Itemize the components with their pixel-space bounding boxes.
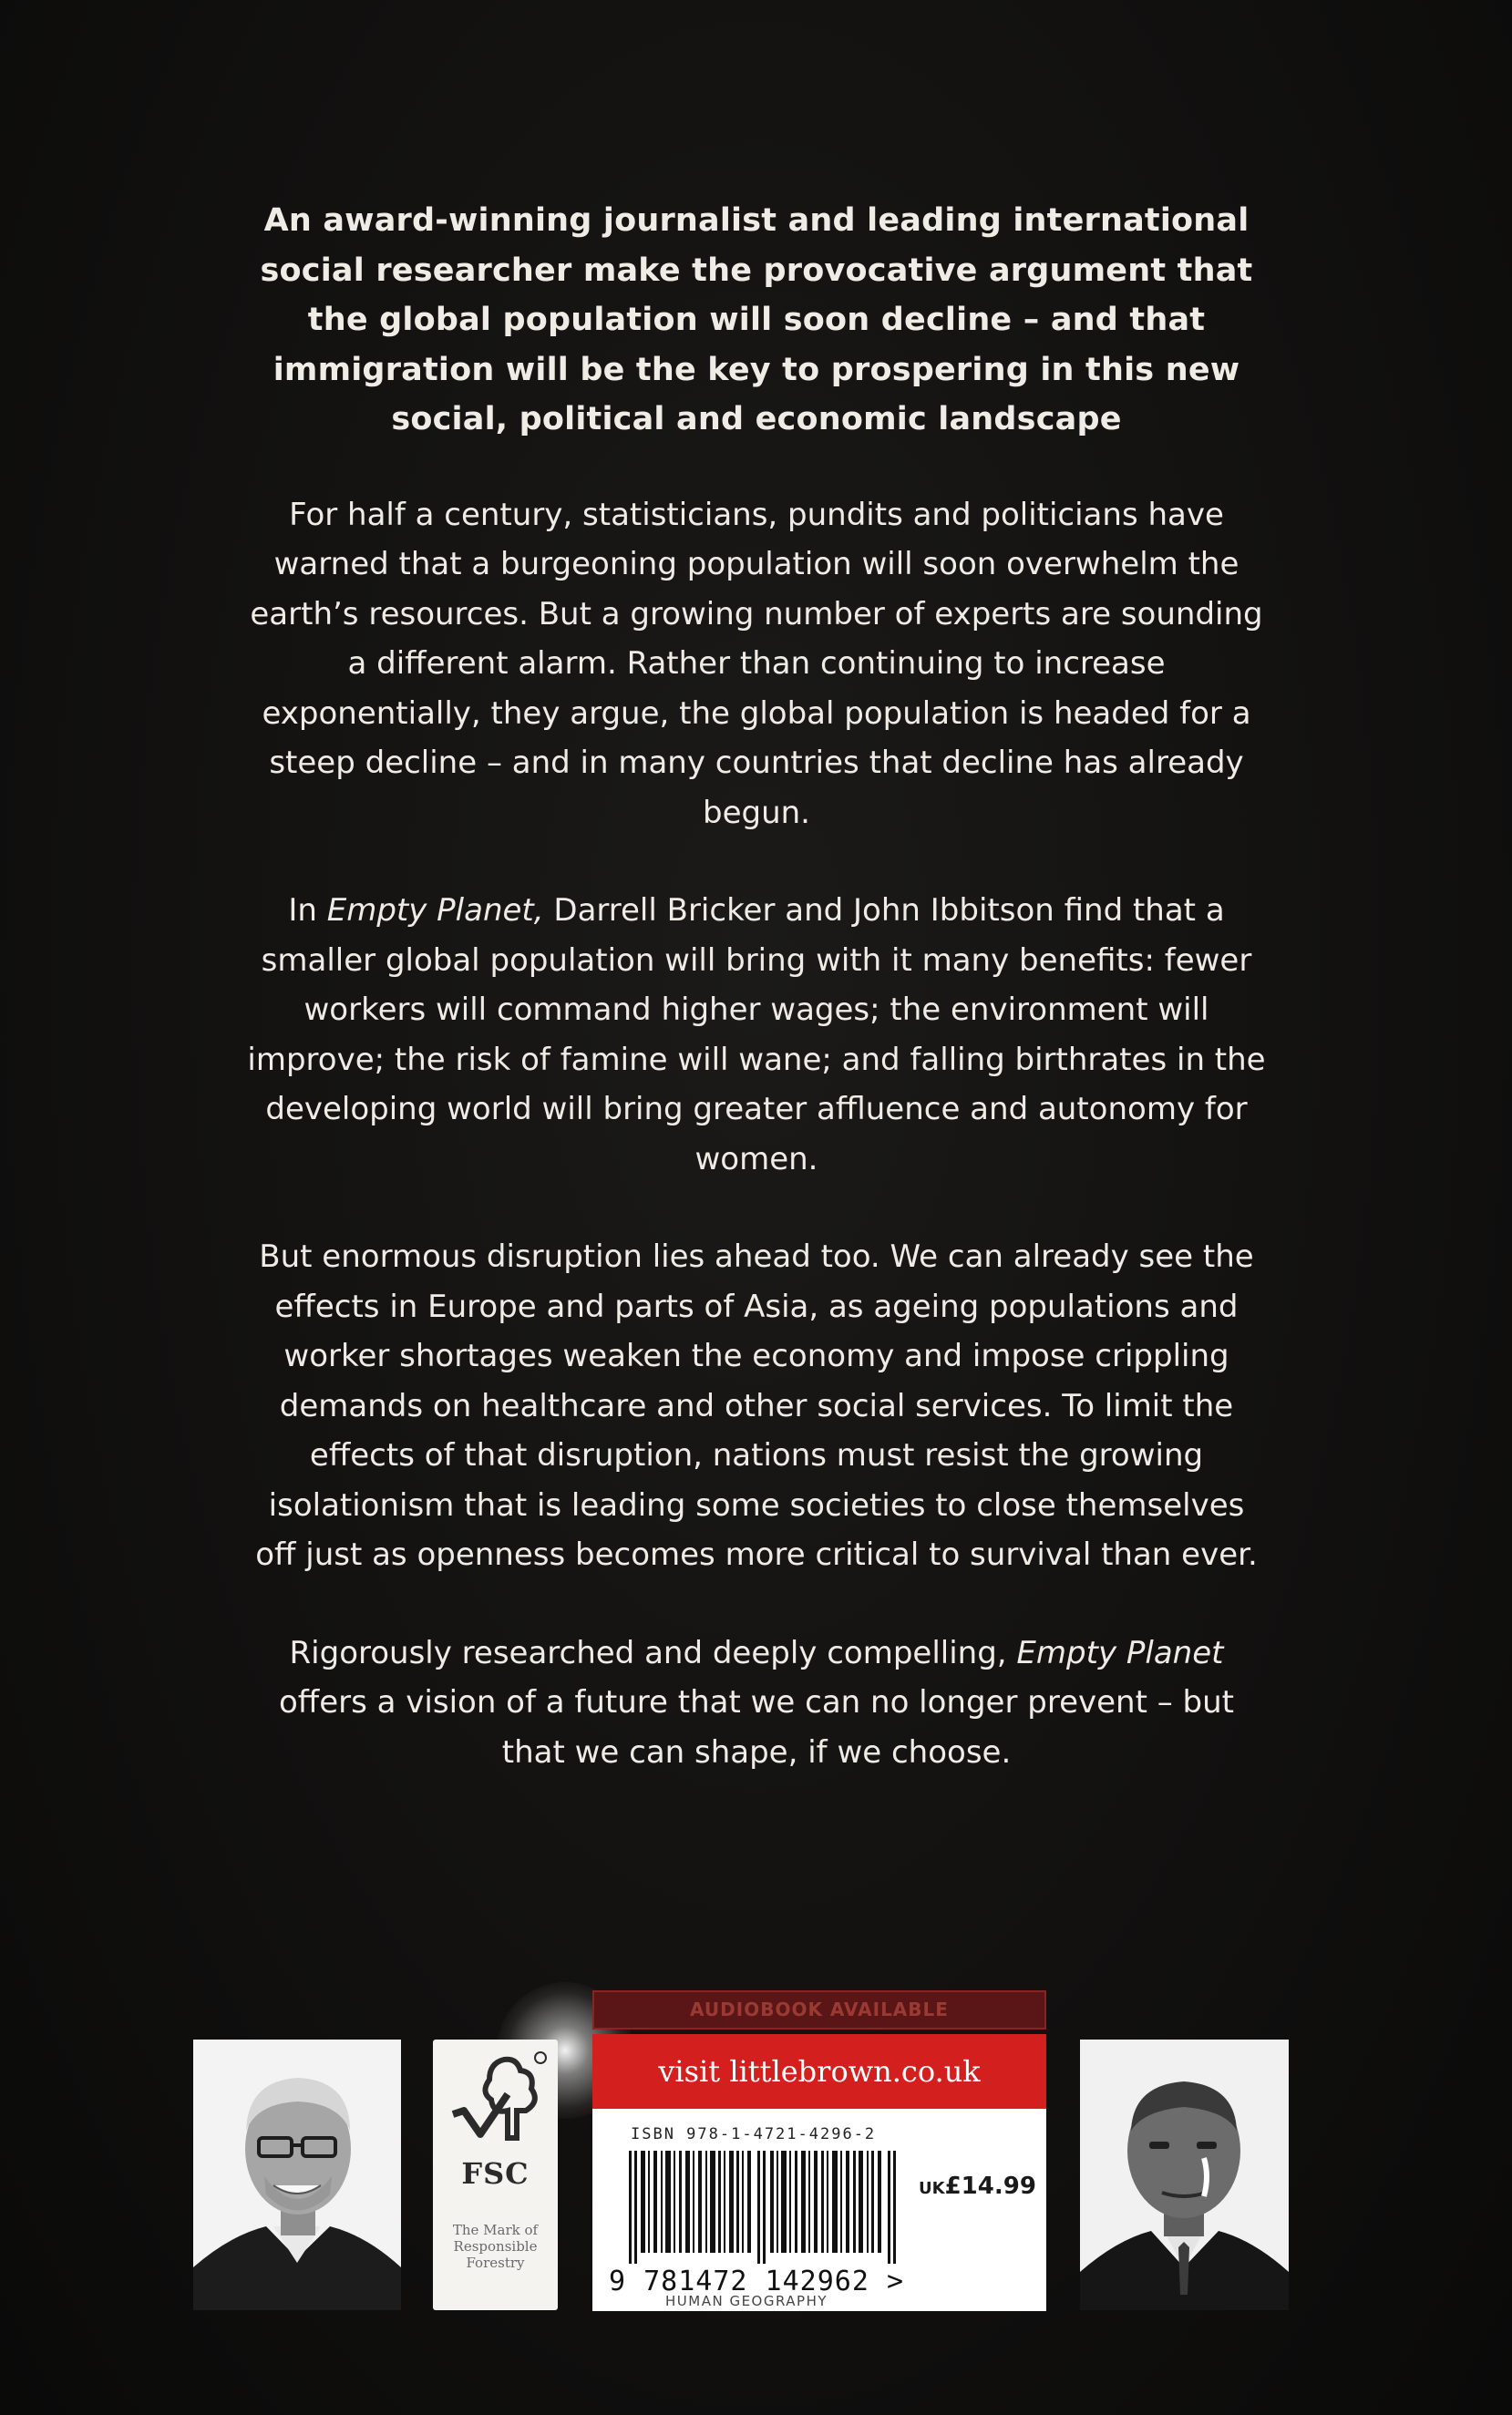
blurb-lede: An award-winning journalist and leading international social researcher make the provocative argument that the global population will soon decline – and that immigration will be the key to prospering in this new social, political and economic landscape bbox=[260, 202, 1253, 437]
fsc-label: FSC bbox=[461, 2156, 530, 2191]
fsc-tagline bbox=[440, 2222, 550, 2271]
price-label bbox=[919, 2173, 1036, 2200]
book-title-italic: Empty Planet, bbox=[326, 892, 544, 929]
website-banner[interactable]: visit littlebrown.co.uk bbox=[592, 2034, 1046, 2109]
barcode-digits: 9 781472 142962 > bbox=[609, 2266, 905, 2297]
author-photo-left bbox=[193, 2040, 401, 2310]
para2-rest: Darrell Bricker and John Ibbitson find that a smaller global population will bring with it many benefits: fewer workers will command higher wages; the environment will improve; the risk of famine will wane; and falling birthrates in the developing world will bring greater affluence and autonomy for women. bbox=[247, 892, 1266, 1177]
book-title-italic: Empty Planet bbox=[1016, 1634, 1224, 1671]
isbn-text: ISBN 978-1-4721-4296-2 bbox=[631, 2125, 877, 2143]
fsc-logo bbox=[433, 2040, 558, 2310]
blurb bbox=[246, 196, 1267, 1825]
price-value: £14.99 bbox=[944, 2173, 1036, 2200]
fsc-tagline-line: The Mark of bbox=[452, 2222, 539, 2238]
category-label: HUMAN GEOGRAPHY bbox=[665, 2293, 828, 2309]
fsc-tagline-line: Responsible bbox=[453, 2238, 538, 2255]
blurb-paragraph-3: But enormous disruption lies ahead too. We can already see the effects in Europe and parts of Asia, as ageing populations and worker shortages weaken the economy and impose crippling demands on healthcare and other social services. To limit the effects of that disruption, nations must resist the growing isolationism that is leading some societies to close themselves off just as openness becomes more critical to survival than ever. bbox=[255, 1238, 1258, 1573]
retail-block bbox=[592, 1990, 1046, 2314]
blurb-paragraph-2 bbox=[246, 886, 1267, 1184]
audiobook-banner: AUDIOBOOK AVAILABLE bbox=[592, 1990, 1046, 2030]
blurb-paragraph-1: For half a century, statisticians, pundits and politicians have warned that a burgeoning population will soon overwhelm the earth’s resources. But a growing number of experts are sounding a different alarm. Rather than continuing to increase exponentially, they argue, the global population is headed for a steep decline – and in many countries that decline has already begun. bbox=[250, 496, 1263, 831]
blurb-paragraph-4 bbox=[246, 1629, 1267, 1778]
barcode-icon bbox=[629, 2151, 902, 2264]
para4-prefix: Rigorously researched and deeply compelling, bbox=[289, 1634, 1017, 1671]
price-region: UK bbox=[919, 2179, 945, 2198]
author-photo-right bbox=[1080, 2040, 1289, 2310]
fsc-tagline-line: Forestry bbox=[466, 2255, 525, 2271]
para2-prefix: In bbox=[288, 892, 327, 929]
barcode-panel bbox=[592, 2109, 1046, 2311]
para4-rest: offers a vision of a future that we can no longer prevent – but that we can shape, if we choose. bbox=[279, 1684, 1234, 1771]
tree-check-icon bbox=[433, 2040, 558, 2158]
